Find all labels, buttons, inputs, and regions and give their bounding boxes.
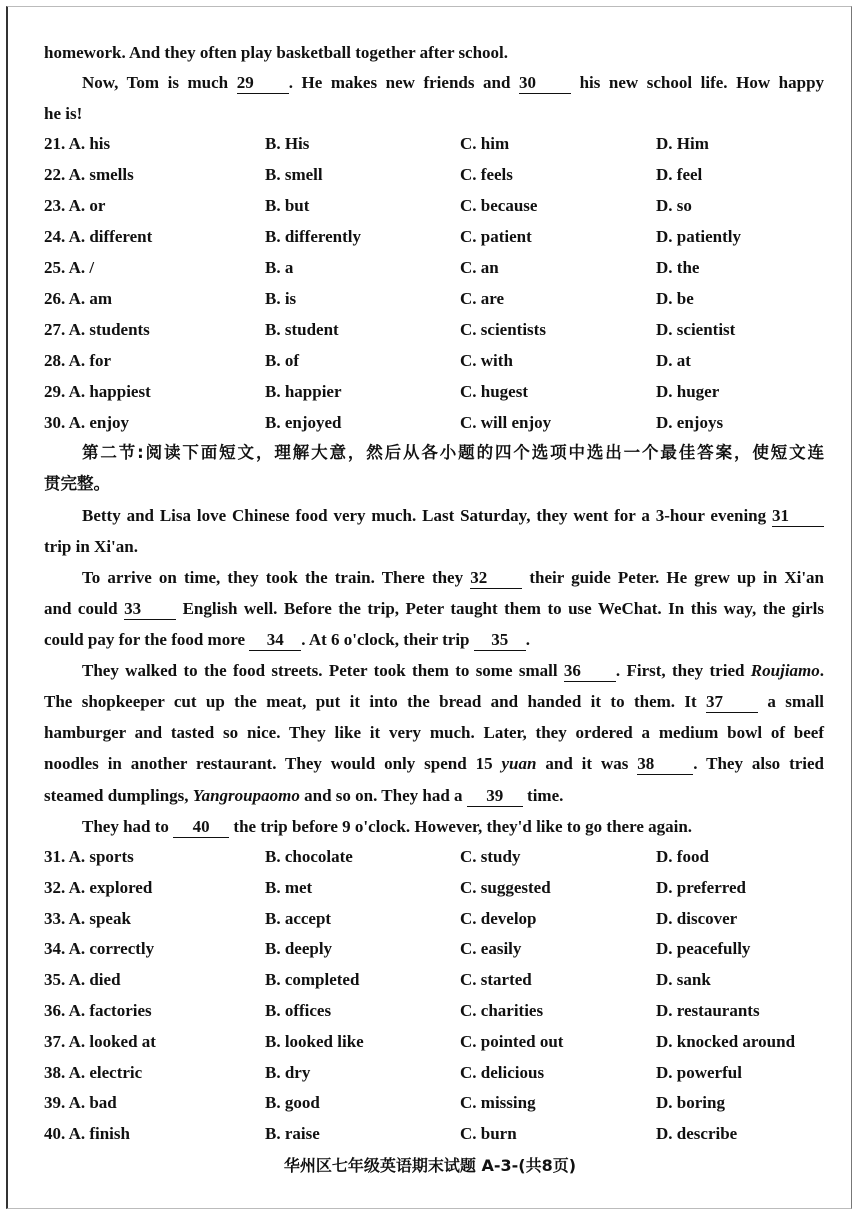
passage-line: hamburger and tasted so nice. They like it very much. Later, they ordered a medium bowl of beef — [44, 723, 824, 742]
passage-line: trip in Xi'an. — [44, 537, 138, 556]
blank-29: 29 — [237, 73, 289, 94]
question-number: 25. — [44, 258, 66, 277]
option-text: A. speak — [68, 908, 131, 928]
option-text: A. for — [68, 351, 112, 370]
blank-37: 37 — [706, 692, 758, 713]
option-b[interactable]: B. happier — [265, 382, 342, 401]
option-c[interactable]: C. started — [460, 970, 532, 990]
option-text: A. correctly — [68, 939, 155, 959]
option-text: A. smells — [68, 165, 134, 184]
option-b[interactable]: B. completed — [265, 970, 360, 990]
passage-line: and could 33 English well. Before the trip, Peter taught them to use WeChat. In this way, the girls — [44, 599, 825, 618]
option-a[interactable] — [44, 288, 112, 310]
option-a[interactable] — [44, 164, 134, 186]
option-c[interactable]: C. suggested — [460, 877, 551, 897]
option-a[interactable] — [44, 381, 151, 403]
option-text: A. am — [68, 289, 113, 308]
passage-line: homework. And they often play basketball together after school. — [44, 43, 509, 62]
option-b[interactable]: B. of — [265, 351, 299, 370]
option-b[interactable]: B. smell — [265, 165, 323, 184]
blank-32: 32 — [470, 568, 522, 589]
option-text: A. died — [68, 970, 121, 990]
option-c[interactable]: C. study — [460, 847, 521, 866]
passage-line: Now, Tom is much 29 . He makes new friends and 30 his new school life. How happy — [82, 73, 825, 92]
question-number: 39. — [44, 1093, 66, 1113]
question-number: 30. — [44, 413, 66, 432]
blank-34: 34 — [249, 630, 301, 651]
option-b[interactable]: B. dry — [265, 1062, 311, 1082]
option-d[interactable]: D. scientist — [656, 320, 736, 339]
question-number: 23. — [44, 196, 66, 215]
option-d[interactable]: D. knocked around — [656, 1031, 796, 1051]
passage-line: They walked to the food streets. Peter took them to some small 36 . First, they tried Roujiamo. — [82, 661, 825, 680]
option-c[interactable]: C. develop — [460, 908, 537, 928]
question-number: 34. — [44, 939, 66, 959]
option-b[interactable]: B. good — [265, 1093, 320, 1113]
option-a[interactable] — [44, 846, 134, 868]
option-d[interactable]: D. sank — [656, 970, 711, 990]
option-c[interactable]: C. feels — [460, 165, 513, 184]
question-number: 28. — [44, 351, 66, 370]
option-text: A. looked at — [68, 1031, 156, 1051]
option-a[interactable] — [44, 908, 131, 930]
section-instruction: 第二节:阅读下面短文，理解大意，然后从各小题的四个选项中选出一个最佳答案，使短文连 — [82, 443, 824, 462]
blank-35: 35 — [474, 630, 526, 651]
option-b[interactable]: B. chocolate — [265, 847, 353, 866]
option-c[interactable]: C. hugest — [460, 382, 529, 401]
option-a[interactable] — [44, 350, 111, 372]
question-number: 33. — [44, 908, 66, 928]
question-number: 21. — [44, 134, 66, 153]
question-number: 24. — [44, 227, 66, 246]
option-b[interactable]: B. offices — [265, 1001, 332, 1020]
option-c[interactable]: C. charities — [460, 1001, 544, 1020]
option-c[interactable]: C. missing — [460, 1093, 536, 1113]
option-a[interactable] — [44, 877, 152, 899]
option-d[interactable]: D. at — [656, 351, 691, 370]
question-number: 35. — [44, 970, 66, 990]
passage-line: he is! — [44, 104, 83, 123]
option-b[interactable]: B. accept — [265, 908, 332, 928]
option-c[interactable]: C. because — [460, 196, 538, 215]
option-text: A. his — [68, 134, 111, 153]
option-c[interactable]: C. pointed out — [460, 1031, 564, 1051]
option-b[interactable]: B. enjoyed — [265, 413, 342, 432]
option-text: A. factories — [68, 1001, 152, 1020]
option-c[interactable]: C. an — [460, 258, 499, 277]
option-d[interactable]: D. so — [656, 196, 692, 215]
option-a[interactable] — [44, 969, 121, 991]
blank-31: 31 — [772, 506, 824, 527]
question-number: 36. — [44, 1001, 66, 1020]
option-d[interactable]: D. enjoys — [656, 413, 724, 432]
option-a[interactable] — [44, 1031, 156, 1053]
option-d[interactable]: D. the — [656, 258, 700, 277]
passage-line: noodles in another restaurant. They would only spend 15 yuan and it was 38 . They also tried — [44, 754, 825, 773]
blank-30: 30 — [519, 73, 571, 94]
option-b[interactable]: B. a — [265, 258, 294, 277]
option-c[interactable]: C. delicious — [460, 1062, 545, 1082]
passage-line: Betty and Lisa love Chinese food very much. Last Saturday, they went for a 3-hour evening 31 — [82, 505, 824, 527]
option-a[interactable] — [44, 412, 129, 434]
option-a[interactable] — [44, 133, 110, 155]
question-number: 22. — [44, 165, 66, 184]
option-c[interactable]: C. with — [460, 351, 513, 370]
question-number: 32. — [44, 877, 66, 897]
option-d[interactable]: D. peacefully — [656, 939, 751, 959]
option-text: A. different — [68, 227, 153, 246]
option-d[interactable]: D. restaurants — [656, 1001, 760, 1020]
option-b[interactable]: B. His — [265, 134, 310, 153]
option-a[interactable] — [44, 226, 152, 248]
option-d[interactable]: D. Him — [656, 134, 709, 153]
option-a[interactable] — [44, 1000, 152, 1022]
option-text: A. happiest — [68, 382, 151, 401]
option-b[interactable]: B. deeply — [265, 939, 333, 959]
option-b[interactable]: B. looked like — [265, 1031, 364, 1051]
passage-line: steamed dumplings, Yangroupaomo and so on. They had a 39 time. — [44, 786, 564, 805]
question-number: 26. — [44, 289, 66, 308]
option-a[interactable] — [44, 1092, 117, 1114]
option-b[interactable]: B. raise — [265, 1124, 320, 1144]
question-number: 40. — [44, 1124, 66, 1144]
blank-40: 40 — [173, 817, 229, 838]
question-number: 31. — [44, 847, 66, 866]
option-d[interactable]: D. food — [656, 847, 709, 866]
option-text: A. / — [68, 258, 95, 277]
option-text: A. finish — [68, 1124, 130, 1144]
option-d[interactable]: D. feel — [656, 165, 703, 184]
option-a[interactable] — [44, 257, 94, 279]
passage-line: To arrive on time, they took the train. There they 32 their guide Peter. He grew up in Xi'an — [82, 568, 824, 587]
option-text: A. electric — [68, 1062, 143, 1082]
question-number: 27. — [44, 320, 66, 339]
page-footer: 华州区七年级英语期末试题 A-3-(共8页) — [283, 1156, 577, 1175]
option-c[interactable]: C. are — [460, 289, 505, 308]
option-c[interactable]: C. scientists — [460, 320, 546, 339]
option-d[interactable]: D. preferred — [656, 877, 747, 897]
option-d[interactable]: D. be — [656, 289, 694, 308]
blank-39: 39 — [467, 786, 523, 807]
option-c[interactable]: C. burn — [460, 1124, 517, 1144]
option-a[interactable] — [44, 1123, 130, 1145]
option-c[interactable]: C. him — [460, 134, 510, 153]
option-a[interactable] — [44, 195, 105, 217]
option-text: A. students — [68, 320, 150, 339]
question-number: 29. — [44, 382, 66, 401]
passage-line: The shopkeeper cut up the meat, put it into the bread and handed it to them. It 37 a small — [44, 692, 825, 711]
option-b[interactable]: B. differently — [265, 227, 362, 246]
option-d[interactable]: D. boring — [656, 1093, 725, 1113]
option-c[interactable]: C. will enjoy — [460, 413, 552, 432]
option-text: A. explored — [68, 877, 153, 897]
option-b[interactable]: B. but — [265, 196, 310, 215]
option-d[interactable]: D. patiently — [656, 227, 741, 246]
option-b[interactable]: B. met — [265, 877, 313, 897]
blank-36: 36 — [564, 661, 616, 682]
option-text: A. bad — [68, 1093, 117, 1113]
option-b[interactable]: B. student — [265, 320, 339, 339]
passage-line: They had to 40 the trip before 9 o'clock. However, they'd like to go there again. — [82, 817, 693, 836]
option-d[interactable]: D. describe — [656, 1124, 738, 1144]
option-c[interactable]: C. easily — [460, 939, 522, 959]
option-text: A. or — [68, 196, 106, 215]
option-a[interactable] — [44, 938, 154, 960]
option-a[interactable] — [44, 319, 150, 341]
option-d[interactable]: D. discover — [656, 908, 738, 928]
option-c[interactable]: C. patient — [460, 227, 532, 246]
question-number: 38. — [44, 1062, 66, 1082]
option-text: A. sports — [68, 847, 134, 866]
blank-38: 38 — [637, 754, 693, 775]
blank-33: 33 — [124, 599, 176, 620]
question-number: 37. — [44, 1031, 66, 1051]
option-d[interactable]: D. powerful — [656, 1062, 742, 1082]
option-d[interactable]: D. huger — [656, 382, 720, 401]
option-b[interactable]: B. is — [265, 289, 297, 308]
section-instruction: 贯完整。 — [44, 474, 110, 493]
option-a[interactable] — [44, 1062, 142, 1084]
option-text: A. enjoy — [68, 413, 130, 432]
passage-line: could pay for the food more 34 . At 6 o'clock, their trip 35 . — [44, 630, 531, 649]
